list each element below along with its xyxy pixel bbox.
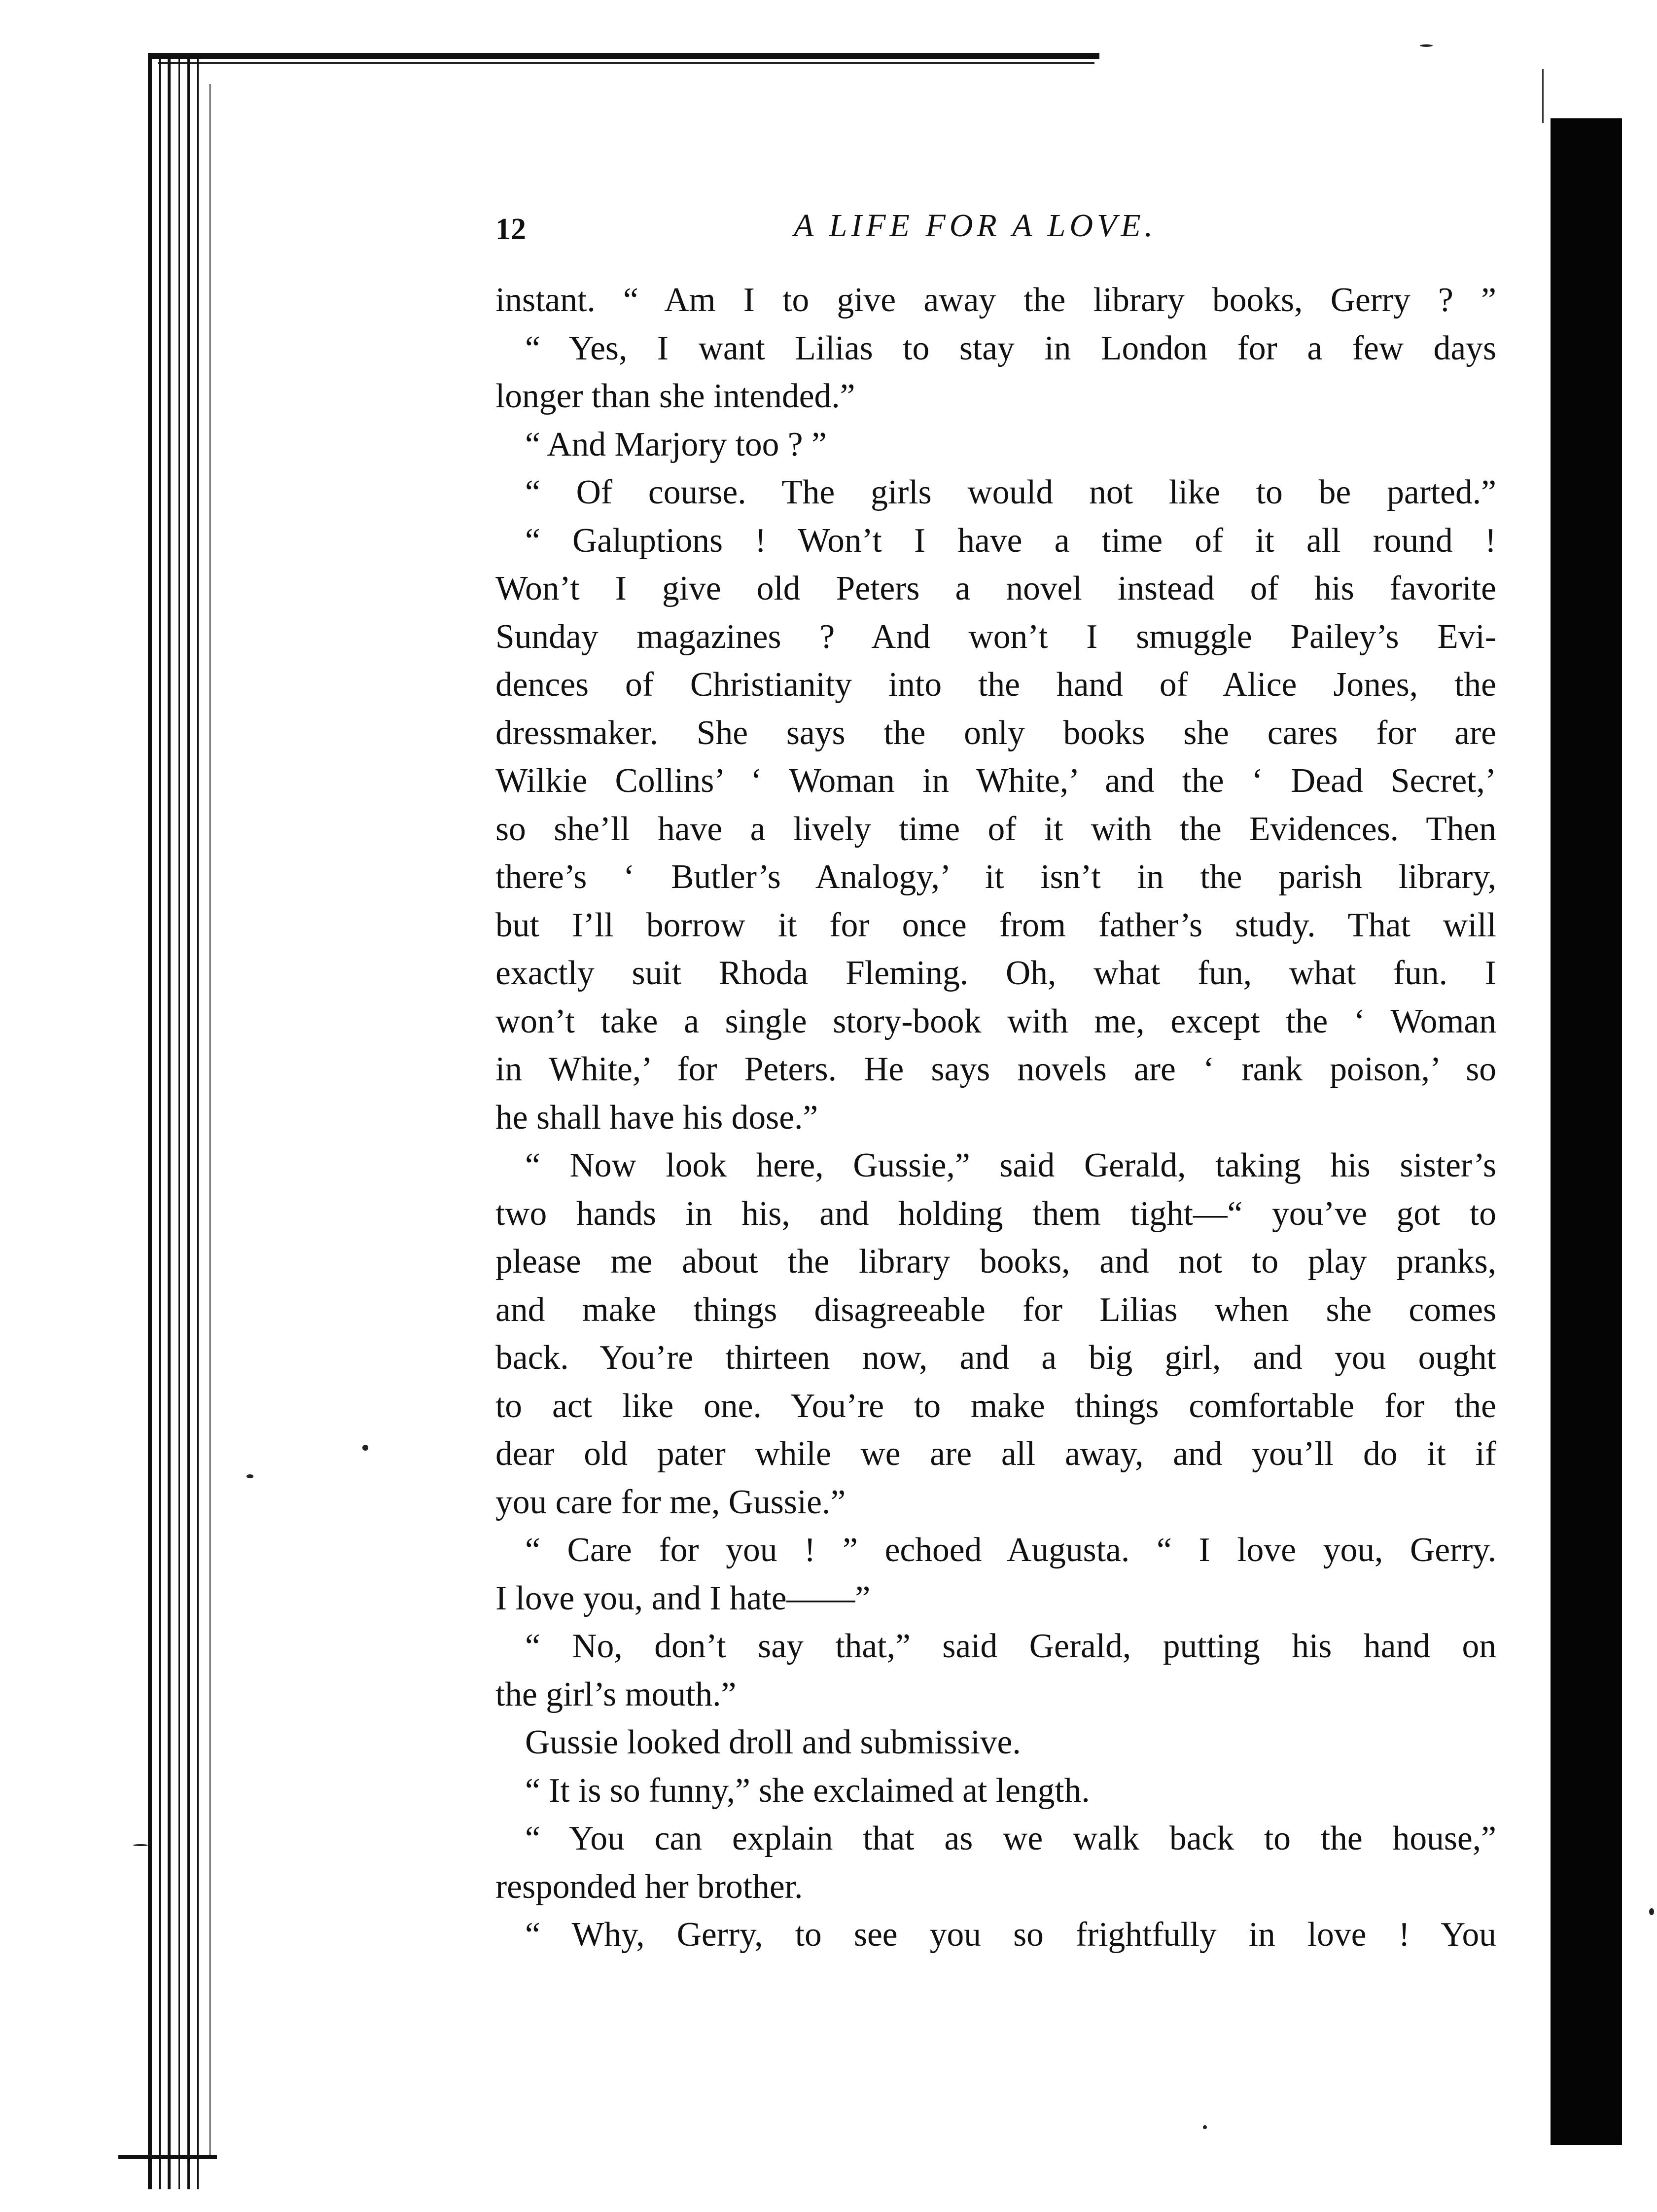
binding-edge (178, 59, 180, 2189)
right-margin-line (1542, 69, 1544, 123)
text-line: Sunday magazines ? And won’t I smuggle Pailey’s Evi- (495, 617, 1496, 656)
binding-edge (187, 59, 190, 2189)
text-line: you care for me, Gussie.” (495, 1483, 846, 1521)
text-line: Won’t I give old Peters a novel instead of his favorite (495, 570, 1496, 607)
ink-speck (247, 1474, 253, 1478)
ink-speck (133, 1844, 148, 1846)
text-line: and make things disagreeable for Lilias when she comes (495, 1290, 1496, 1329)
text-line: “ Why, Gerry, to see you so frightfully in love ! You (525, 1916, 1496, 1954)
page-number: 12 (495, 213, 526, 246)
text-line: “ You can explain that as we walk back to the house,” (525, 1820, 1496, 1857)
text-line: “ Of course. The girls would not like to be parted.” (525, 473, 1496, 511)
text-line: Gussie looked droll and submissive. (525, 1723, 1021, 1761)
binding-edge (159, 59, 161, 2189)
binding-edge (210, 84, 211, 2155)
scan-shadow-bar (1551, 118, 1622, 2145)
ink-speck (1420, 44, 1433, 47)
text-line: longer than she intended.” (495, 377, 855, 415)
text-line: instant. “ Am I to give away the library books, Gerry ? ” (495, 281, 1496, 319)
binding-edge (168, 59, 171, 2189)
text-line: responded her brother. (495, 1867, 803, 1906)
text-line: “ Care for you ! ” echoed Augusta. “ I love you, Gerry. (525, 1531, 1496, 1569)
text-line: the girl’s mouth.” (495, 1675, 737, 1713)
text-line: “ Now look here, Gussie,” said Gerald, taking his sister’s (525, 1146, 1496, 1184)
body-text (495, 276, 1496, 1959)
text-line: dressmaker. She says the only books she cares for are (495, 714, 1496, 752)
text-line: dear old pater while we are all away, and you’ll do it if (495, 1435, 1496, 1473)
text-line: “ No, don’t say that,” said Gerald, putting his hand on (525, 1627, 1496, 1665)
binding-edge (148, 59, 152, 2189)
ink-speck (1203, 2125, 1207, 2129)
text-line: so she’ll have a lively time of it with the Evidences. Then (495, 810, 1496, 848)
text-line: in White,’ for Peters. He says novels are ‘ rank poison,’ so (495, 1050, 1496, 1088)
text-line: “ Galuptions ! Won’t I have a time of it all round ! (525, 521, 1496, 560)
binding-edge (197, 59, 199, 2189)
text-line: he shall have his dose.” (495, 1098, 818, 1137)
text-line: “ It is so funny,” she exclaimed at length. (525, 1771, 1090, 1810)
text-line: there’s ‘ Butler’s Analogy,’ it isn’t in the parish library, (495, 858, 1496, 896)
ink-speck (362, 1445, 368, 1451)
text-line: won’t take a single story-book with me, except the ‘ Woman (495, 1002, 1496, 1040)
top-border-rule (148, 53, 1099, 59)
text-line: exactly suit Rhoda Fleming. Oh, what fun, what fun. I (495, 954, 1496, 992)
text-line: please me about the library books, and not to play pranks, (495, 1243, 1496, 1281)
text-line: dences of Christianity into the hand of Alice Jones, the (495, 666, 1496, 704)
text-line: two hands in his, and holding them tight—“ you’ve got to (495, 1194, 1496, 1233)
text-line: “ Yes, I want Lilias to stay in London for a few days (525, 329, 1496, 367)
text-line: to act like one. You’re to make things comfortable for the (495, 1387, 1496, 1425)
bottom-edge-rule (118, 2155, 217, 2159)
running-title: A LIFE FOR A LOVE. (794, 208, 1157, 244)
top-border-rule-inner (158, 62, 1094, 64)
text-line: I love you, and I hate——” (495, 1579, 871, 1617)
text-line: “ And Marjory too ? ” (525, 425, 827, 464)
text-line: but I’ll borrow it for once from father’s study. That will (495, 906, 1496, 944)
text-line: back. You’re thirteen now, and a big girl, and you ought (495, 1339, 1496, 1377)
text-line: Wilkie Collins’ ‘ Woman in White,’ and the ‘ Dead Secret,’ (495, 762, 1496, 800)
ink-speck (1649, 1908, 1654, 1915)
